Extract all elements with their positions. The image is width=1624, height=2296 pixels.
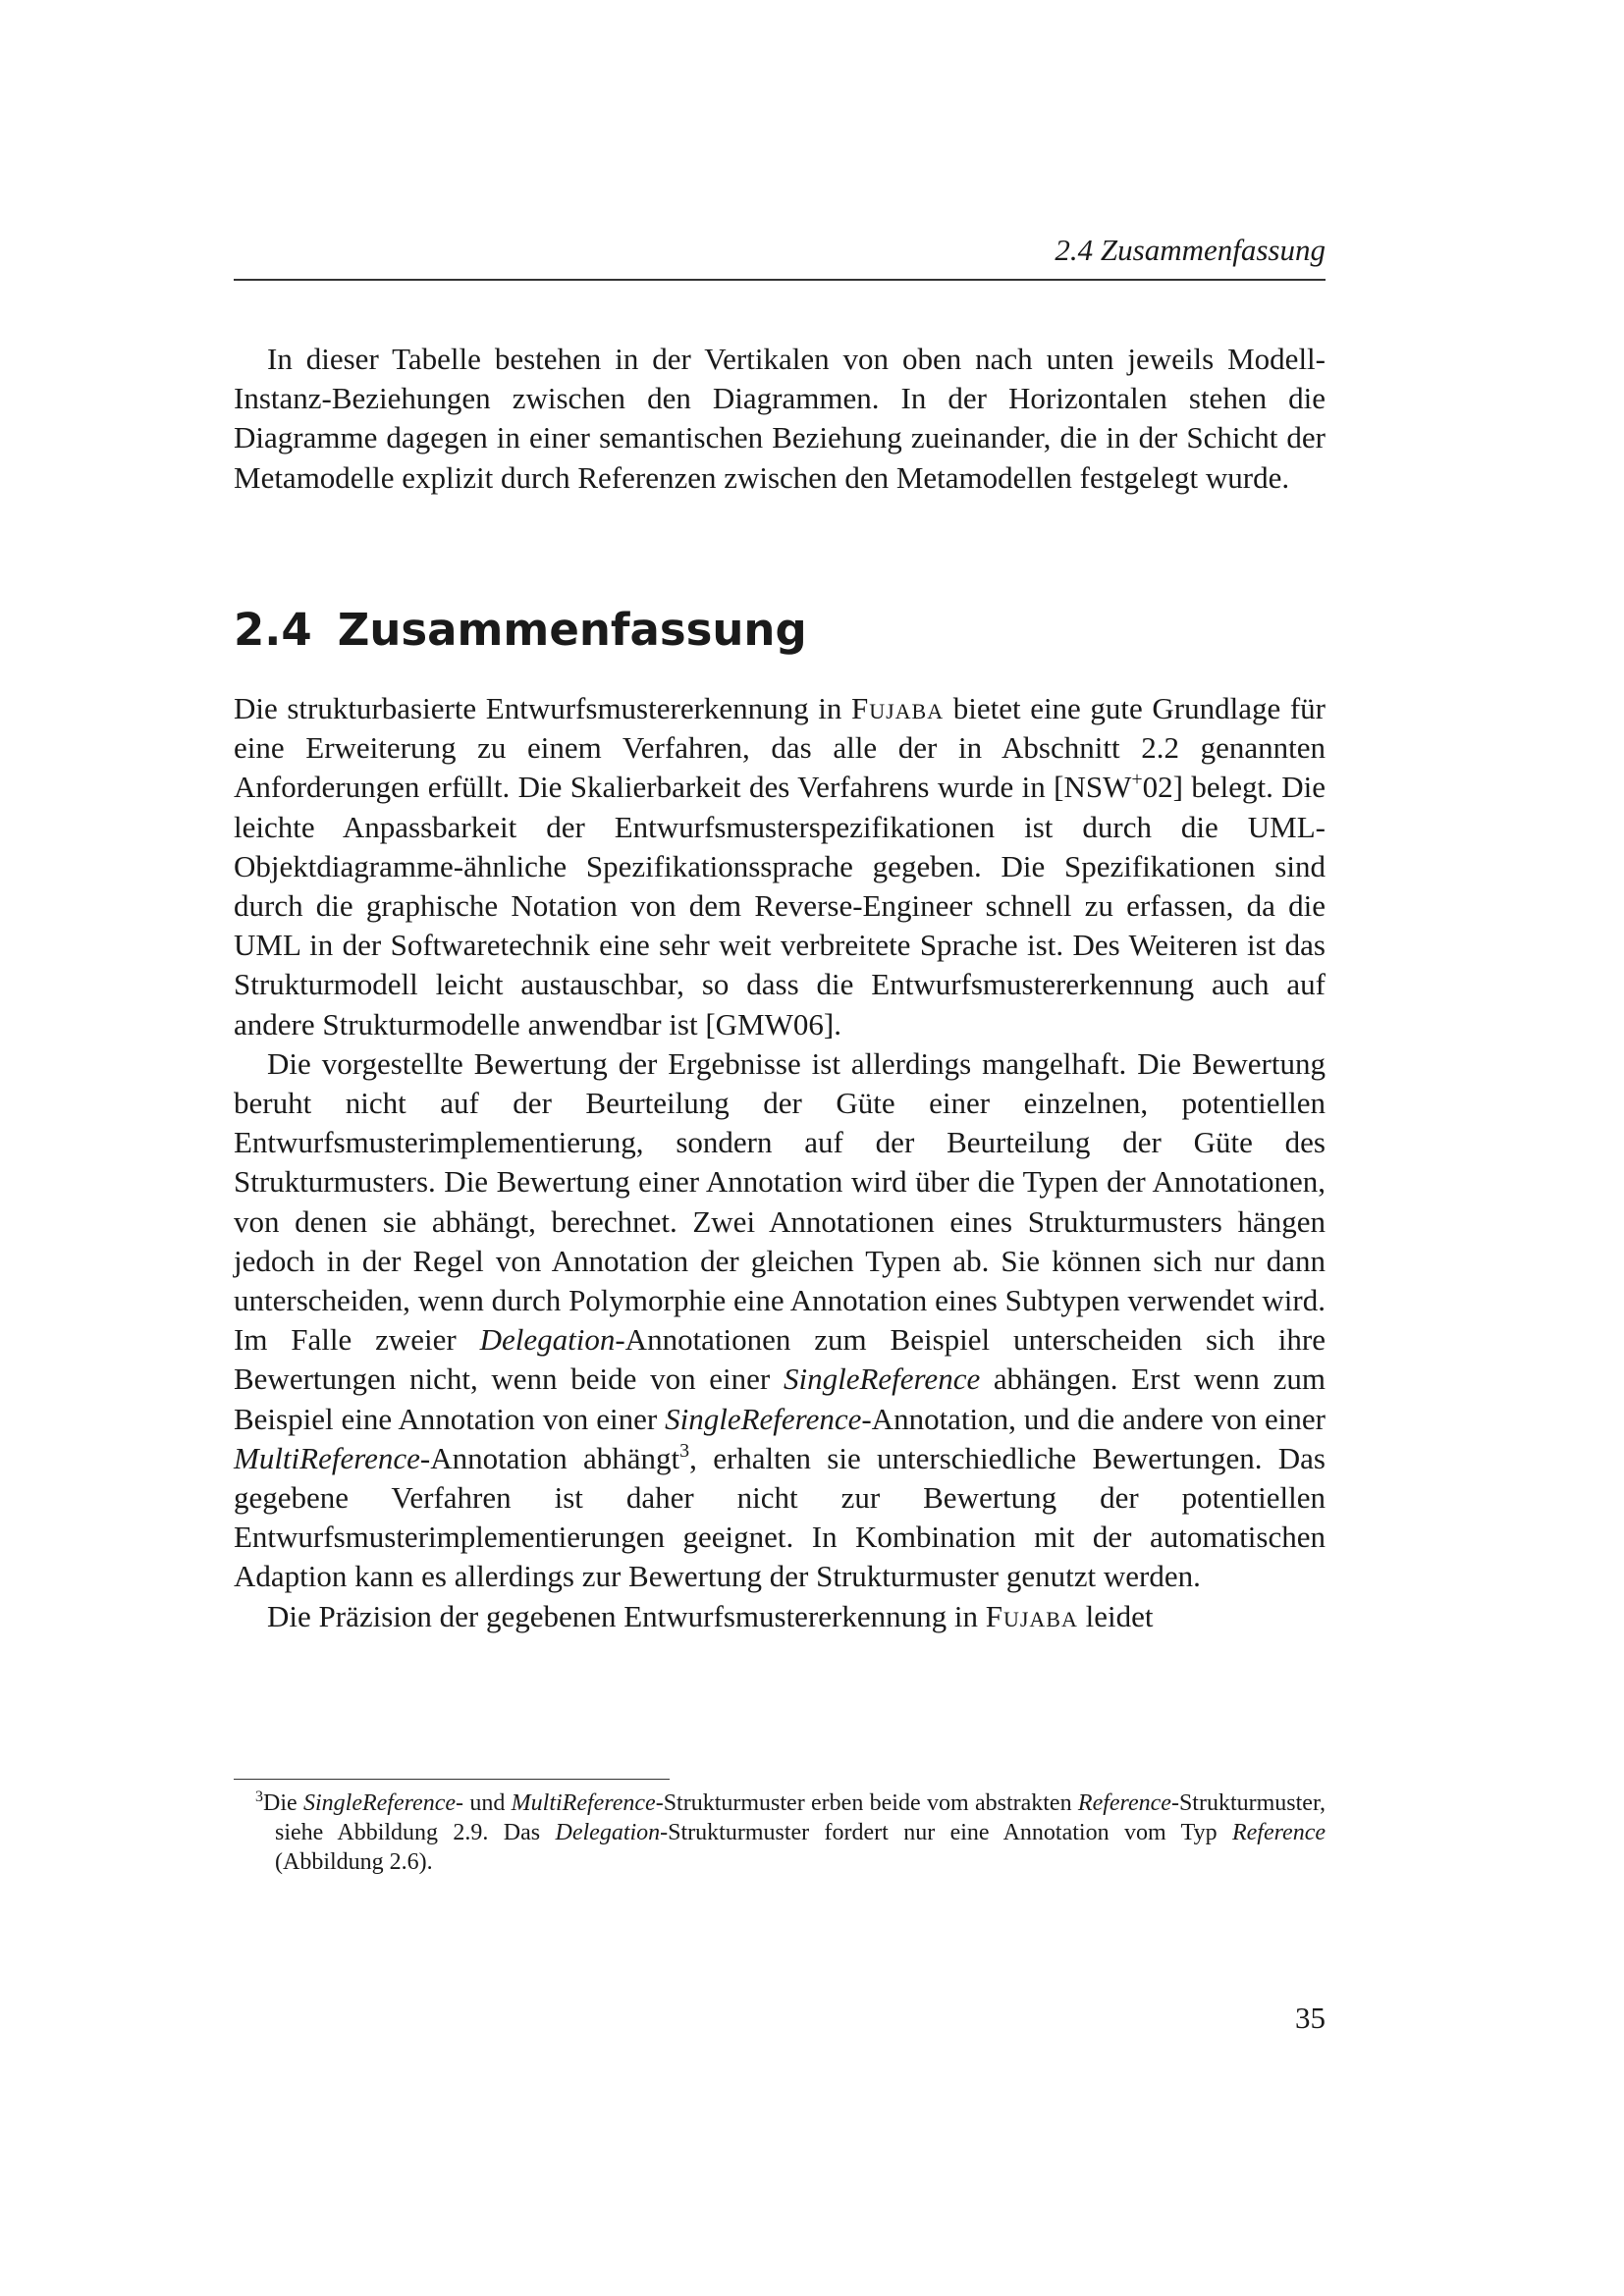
term-single-reference: SingleReference <box>302 1790 457 1816</box>
p2-text-5: -Annotation abhängt <box>419 1440 680 1475</box>
section-title: Zusammenfassung <box>337 604 807 656</box>
p1-text-2: bietet eine gute Grundlage für eine Erweiterung zu einem Verfahren, das alle der in Abschnitt 2.2 genannten Anforderungen erfüllt. Die Skalierbarkeit des Verfahrens wurde in [NSW <box>234 691 1326 805</box>
fn-text-3: -Strukturmuster erben beide vom abstrakten <box>655 1790 1078 1816</box>
running-header: 2.4 Zusammenfassung <box>1055 233 1326 267</box>
fn-text-2: - und <box>456 1790 512 1816</box>
p2-text-2: -Annotationen zum Beispiel unterscheiden sich ihre Bewertungen nicht, wenn beide von einer <box>234 1322 1326 1397</box>
intro-paragraph: In dieser Tabelle bestehen in der Vertikalen von oben nach unten jeweils Modell-Instanz-Beziehungen zwischen den Diagrammen. In der Horizontalen stehen die Diagramme dagegen in einer semantischen Beziehung zueinander, die in der Schicht der Metamodelle explizit durch Referenzen zwischen den Metamodellen festgelegt wurde. <box>234 342 1326 495</box>
p2-text-4: -Annotation, und die andere von einer <box>861 1401 1326 1436</box>
term-delegation: Delegation <box>555 1820 661 1845</box>
term-reference: Reference <box>1231 1820 1326 1845</box>
term-single-reference: SingleReference <box>665 1401 862 1436</box>
section-heading <box>234 603 807 658</box>
p3-text-2: leidet <box>1077 1598 1154 1633</box>
section-body <box>234 689 1326 1636</box>
term-single-reference: SingleReference <box>783 1362 981 1397</box>
p1-text-1: Die strukturbasierte Entwurfsmustererkennung in <box>234 691 851 725</box>
p2-text-1: Die vorgestellte Bewertung der Ergebnisse ist allerdings mangelhaft. Die Bewertung beruht nicht auf der Beurteilung der Güte einer einzelnen, potentiellen Entwurfsmusterimplementierung, sondern auf der Beurteilung der Güte des Strukturmusters. Die Bewertung einer Annotation wird über die Typen der Annotationen, von denen sie abhängt, berechnet. Zwei Annotationen eines Strukturmusters hängen jedoch in der Regel von Annotation der gleichen Typen ab. Sie können sich nur dann unterscheiden, wenn durch Polymorphie eine Annotation eines Subtypen verwendet wird. Im Falle zweier <box>234 1045 1326 1358</box>
header-rule <box>234 279 1326 281</box>
paragraph-1 <box>234 689 1326 1044</box>
p2-text-6: , erhalten sie unterschiedliche Bewertungen. Das gegebene Verfahren ist daher nicht zur Bewertung der potentiellen Entwurfsmusterimplementierungen geeignet. In Kombination mit der automatischen Adaption kann es allerdings zur Bewertung der Strukturmuster genutzt werden. <box>234 1440 1326 1594</box>
paragraph-2 <box>234 1044 1326 1597</box>
fn-text-1: Die <box>263 1790 303 1816</box>
p2-text-3: abhängen. Erst wenn zum Beispiel eine Annotation von einer <box>234 1362 1326 1436</box>
fn-text-5: -Strukturmuster fordert nur eine Annotation vom Typ <box>660 1820 1232 1845</box>
document-page <box>234 0 1326 2296</box>
section-number: 2.4 <box>234 604 312 656</box>
fn-text-6: (Abbildung 2.6). <box>275 1849 433 1875</box>
fn-text-4: -Strukturmuster, siehe Abbildung 2.9. Das <box>275 1790 1326 1845</box>
footnote <box>234 1789 1326 1877</box>
footnote-number: 3 <box>255 1789 263 1805</box>
fujaba-name: Fujaba <box>985 1598 1078 1633</box>
citation-superscript: + <box>1131 769 1143 791</box>
term-delegation: Delegation <box>479 1322 616 1358</box>
paragraph-3 <box>234 1597 1326 1636</box>
intro-text-block <box>234 340 1326 498</box>
footnote-text <box>255 1789 1326 1877</box>
footnote-marker: 3 <box>679 1439 690 1462</box>
p3-text-1: Die Präzision der gegebenen Entwurfsmustererkennung in <box>267 1598 986 1633</box>
term-multi-reference: MultiReference <box>511 1790 656 1816</box>
term-multi-reference: MultiReference <box>234 1440 420 1475</box>
term-reference: Reference <box>1077 1790 1171 1816</box>
page-number: 35 <box>1295 2001 1326 2035</box>
p1-text-3: 02] belegt. Die leichte Anpassbarkeit der Entwurfsmusterspezifikationen ist durch die UML-Objektdiagramme-ähnliche Spezifikationssprache gegeben. Die Spezifikationen sind durch die graphische Notation von dem Reverse-Engineer schnell zu erfassen, da die UML in der Softwaretechnik eine sehr weit verbreitete Sprache ist. Des Weiteren ist das Strukturmodell leicht austauschbar, so dass die Entwurfsmustererkennung auch auf andere Strukturmodelle anwendbar ist [GMW06]. <box>234 770 1326 1041</box>
fujaba-name: Fujaba <box>850 691 945 725</box>
footnote-rule <box>234 1779 670 1780</box>
